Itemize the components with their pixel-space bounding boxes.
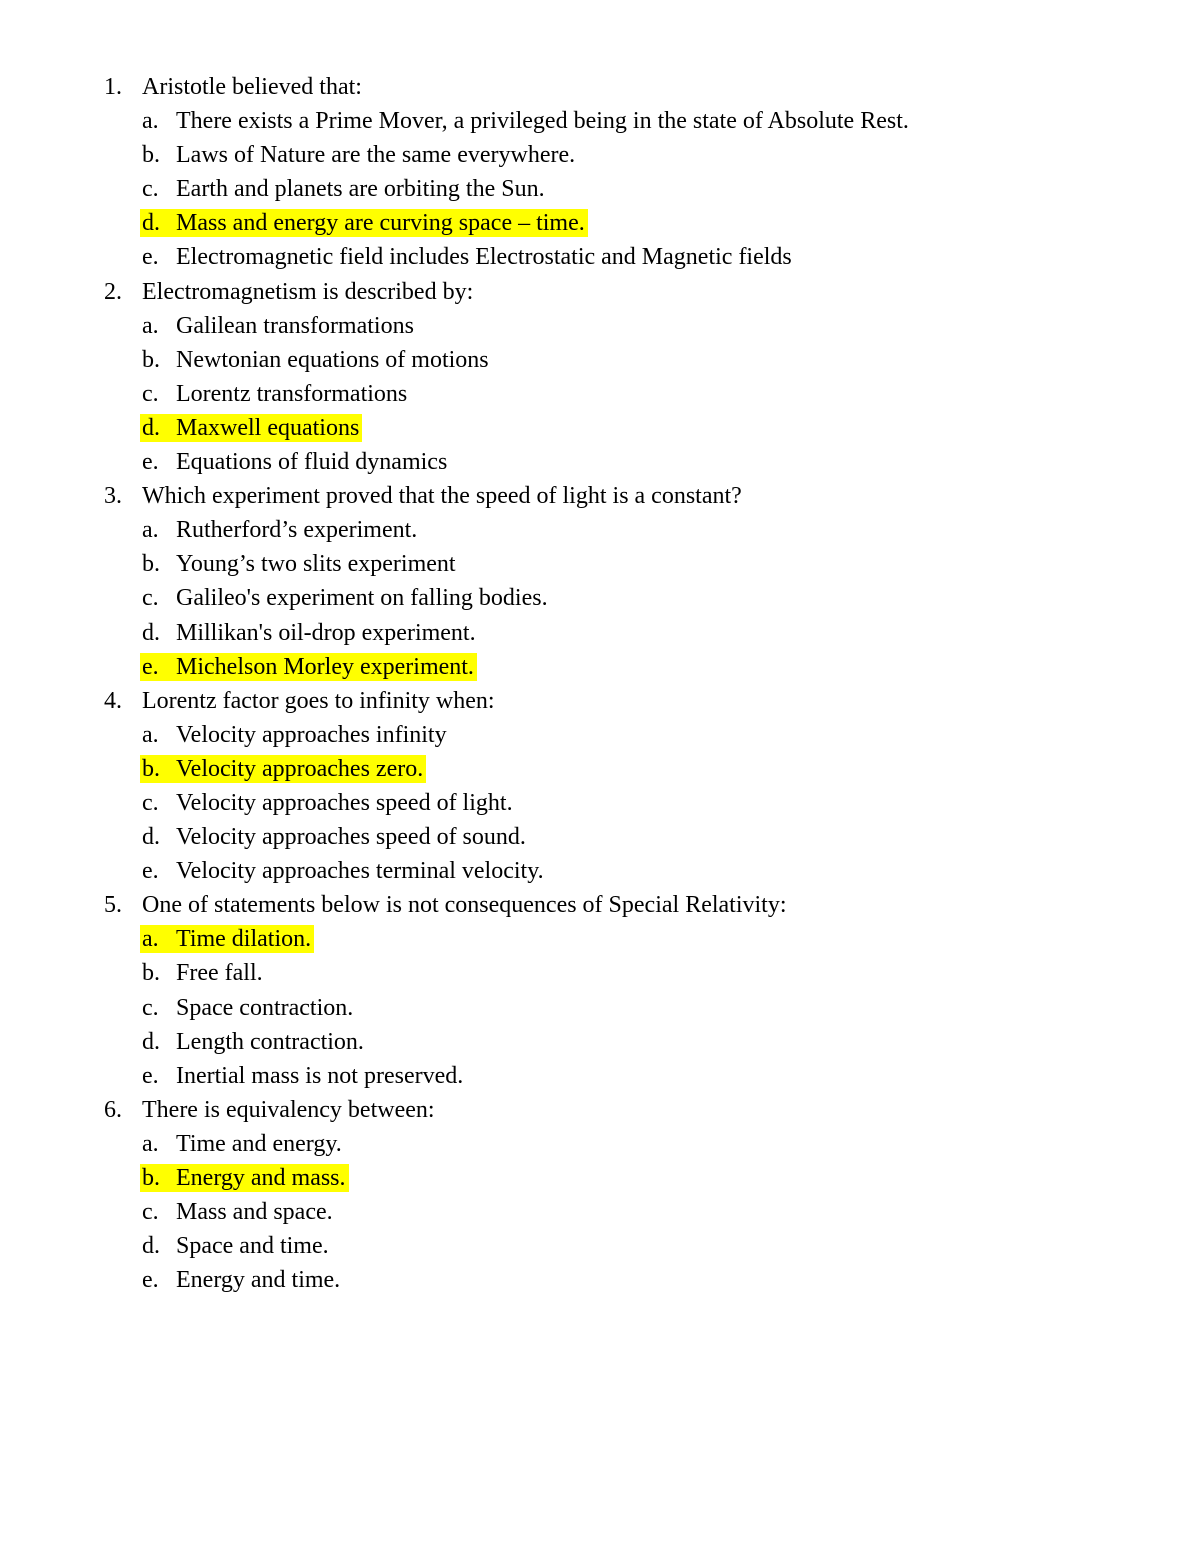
option-text: Maxwell equations: [176, 414, 360, 441]
answer-option: [140, 823, 529, 851]
option-text: Millikan's oil-drop experiment.: [176, 619, 476, 646]
answer-option: [140, 312, 417, 340]
option-text: Velocity approaches speed of sound.: [176, 824, 526, 851]
option-letter: b.: [142, 551, 160, 578]
answer-option: [140, 107, 912, 135]
answer-option: [140, 550, 459, 578]
highlighted-answer: [140, 925, 314, 953]
option-text: Length contraction.: [176, 1028, 364, 1055]
option-letter: b.: [142, 346, 160, 373]
option-letter: d.: [142, 414, 160, 441]
question-number: 3.: [104, 483, 122, 510]
question-4-option-e: [0, 854, 1200, 888]
question-2-option-a: [0, 309, 1200, 343]
question-number: 4.: [104, 687, 122, 714]
option-text: Mass and space.: [176, 1199, 333, 1226]
question-6-option-e: [0, 1263, 1200, 1297]
option-text: Inertial mass is not preserved.: [176, 1062, 464, 1089]
option-letter: c.: [142, 176, 159, 203]
question-5-option-b: [0, 956, 1200, 990]
option-letter: d.: [142, 619, 160, 646]
answer-option: [140, 1232, 332, 1260]
option-text: Energy and time.: [176, 1267, 341, 1294]
question-2-option-e: [0, 445, 1200, 479]
question-number: 5.: [104, 892, 122, 919]
option-letter: a.: [142, 312, 159, 339]
option-text: Velocity approaches infinity: [176, 721, 447, 748]
question-4-option-b: [0, 752, 1200, 786]
answer-option: [140, 1062, 466, 1090]
question-3-option-e: [0, 650, 1200, 684]
option-text: Velocity approaches terminal velocity.: [176, 858, 544, 885]
option-letter: a.: [142, 926, 159, 953]
question-3: [0, 479, 1200, 513]
option-letter: a.: [142, 108, 159, 135]
option-text: Energy and mass.: [176, 1165, 346, 1191]
option-text: Galileo's experiment on falling bodies.: [176, 585, 548, 612]
question-2-option-c: [0, 377, 1200, 411]
answer-option: [140, 1028, 367, 1056]
answer-option: [140, 448, 450, 476]
question-1-option-b: [0, 138, 1200, 172]
option-text: Lorentz transformations: [176, 380, 408, 407]
option-text: Space and time.: [176, 1233, 329, 1260]
question-2-option-b: [0, 343, 1200, 377]
option-letter: a.: [142, 1130, 159, 1157]
option-letter: e.: [142, 1267, 159, 1294]
question-3-option-d: [0, 616, 1200, 650]
option-text: There exists a Prime Mover, a privileged being in the state of Absolute Rest.: [176, 108, 909, 135]
answer-option: [140, 994, 356, 1022]
option-text: Rutherford’s experiment.: [176, 517, 418, 544]
option-text: Newtonian equations of motions: [176, 346, 489, 373]
question-6-option-d: [0, 1229, 1200, 1263]
question-6-option-c: [0, 1195, 1200, 1229]
highlighted-answer: [140, 653, 477, 681]
option-text: Mass and energy are curving space – time.: [176, 210, 585, 237]
question-5-option-e: [0, 1059, 1200, 1093]
option-letter: b.: [142, 142, 160, 169]
answer-option: [140, 1198, 336, 1226]
option-letter: c.: [142, 380, 159, 407]
option-letter: c.: [142, 994, 159, 1021]
option-letter: c.: [142, 1199, 159, 1226]
answer-option: [140, 1266, 343, 1294]
option-letter: d.: [142, 824, 160, 851]
option-letter: e.: [142, 653, 159, 680]
option-text: Laws of Nature are the same everywhere.: [176, 142, 576, 169]
answer-option: [140, 380, 410, 408]
option-text: Equations of fluid dynamics: [176, 449, 448, 476]
answer-option: [140, 857, 547, 885]
option-text: Velocity approaches zero.: [176, 755, 424, 782]
question-number: 1.: [104, 74, 122, 100]
option-text: Space contraction.: [176, 994, 354, 1021]
question-1: [0, 70, 1200, 104]
question-5: [0, 888, 1200, 922]
answer-option: [140, 141, 578, 169]
option-letter: d.: [142, 1233, 160, 1260]
question-6-option-b: [0, 1161, 1200, 1195]
question-3-option-c: [0, 581, 1200, 615]
option-letter: a.: [142, 517, 159, 544]
option-text: Electromagnetic field includes Electrostatic and Magnetic fields: [176, 244, 792, 271]
option-letter: e.: [142, 449, 159, 476]
question-1-option-d: [0, 206, 1200, 240]
option-text: Time and energy.: [176, 1130, 342, 1157]
option-text: Young’s two slits experiment: [176, 551, 456, 578]
answer-option: [140, 346, 492, 374]
highlighted-answer: [140, 755, 426, 783]
option-letter: e.: [142, 858, 159, 885]
option-text: Michelson Morley experiment.: [176, 653, 474, 680]
question-number: 2.: [104, 278, 122, 305]
answer-option: [140, 516, 420, 544]
answer-option: [140, 584, 551, 612]
option-letter: c.: [142, 585, 159, 612]
answer-option: [140, 721, 450, 749]
question-text: Electromagnetism is described by:: [142, 278, 474, 305]
option-letter: b.: [142, 960, 160, 987]
question-3-option-a: [0, 513, 1200, 547]
question-2: [0, 275, 1200, 309]
answer-option: [140, 243, 795, 271]
question-5-option-c: [0, 991, 1200, 1025]
option-text: Galilean transformations: [176, 312, 414, 339]
option-letter: e.: [142, 1062, 159, 1089]
question-4-option-d: [0, 820, 1200, 854]
question-1-option-c: [0, 172, 1200, 206]
question-5-option-d: [0, 1025, 1200, 1059]
question-1-option-e: [0, 240, 1200, 274]
answer-option: [140, 619, 479, 647]
answer-option: [140, 1130, 345, 1158]
question-4-option-c: [0, 786, 1200, 820]
option-letter: d.: [142, 1028, 160, 1055]
question-text: Which experiment proved that the speed of light is a constant?: [142, 483, 742, 510]
answer-option: [140, 959, 266, 987]
option-letter: b.: [142, 755, 160, 782]
option-letter: e.: [142, 244, 159, 271]
option-letter: d.: [142, 210, 160, 237]
answer-option: [140, 789, 516, 817]
question-text: There is equivalency between:: [142, 1096, 435, 1123]
question-2-option-d: [0, 411, 1200, 445]
option-text: Earth and planets are orbiting the Sun.: [176, 176, 545, 203]
option-text: Time dilation.: [176, 926, 312, 953]
answer-option: [140, 175, 548, 203]
highlighted-answer: [140, 1164, 349, 1192]
question-6: [0, 1093, 1200, 1127]
question-text: Lorentz factor goes to infinity when:: [142, 687, 495, 714]
highlighted-answer: [140, 414, 362, 442]
question-6-option-a: [0, 1127, 1200, 1161]
question-list: [0, 70, 1200, 1297]
option-letter: c.: [142, 789, 159, 816]
question-4-option-a: [0, 718, 1200, 752]
option-text: Free fall.: [176, 960, 263, 987]
question-text: Aristotle believed that:: [142, 74, 362, 100]
question-1-option-a: [0, 104, 1200, 138]
question-5-option-a: [0, 922, 1200, 956]
document-page: [0, 70, 1200, 1297]
option-letter: a.: [142, 721, 159, 748]
question-4: [0, 684, 1200, 718]
question-text: One of statements below is not consequences of Special Relativity:: [142, 892, 787, 919]
highlighted-answer: [140, 209, 588, 237]
question-3-option-b: [0, 547, 1200, 581]
option-letter: b.: [142, 1165, 160, 1191]
option-text: Velocity approaches speed of light.: [176, 789, 513, 816]
question-number: 6.: [104, 1096, 122, 1123]
